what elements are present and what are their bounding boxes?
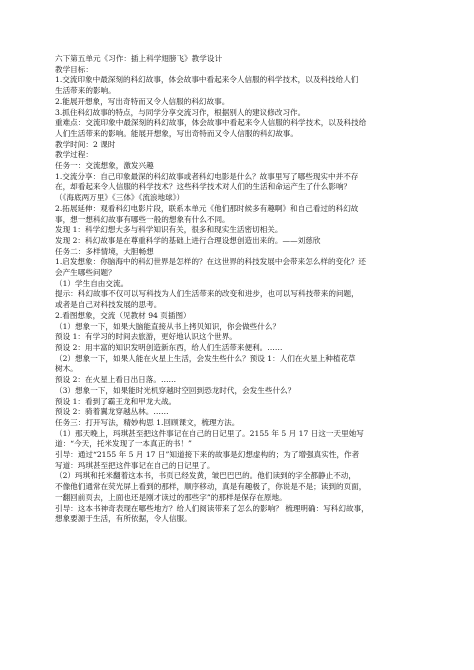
excerpt-2-cont-2: 一翻回前页去，上面也还是刚才读过的那些字”的那样是保存在原地。 — [55, 492, 287, 502]
scenario-3: （3）想象一下，如果能时光机穿越时空回到恐龙时代，会发生些什么？ — [55, 385, 296, 395]
task-1-item-1: 1.交流分享：自己印象最深的科幻故事或者科幻电影是什么？故事里写了哪些现实中并不存 — [55, 171, 359, 181]
finding-1: 发现 1：科学幻想大多与科学知识有关，很多和现实生活密切相关。 — [55, 225, 283, 235]
finding-2: 发现 2：科幻故事是在尊重科学的基础上进行合理设想创造出来的。——刘慈欣 — [55, 235, 321, 245]
objective-3: 3.抓住科幻故事的特点，与同学分享交流习作，根据别人的建议修改习作。 — [55, 107, 306, 117]
task-1-heading: 任务一：交流想象，激发兴趣 — [55, 161, 154, 171]
guide-2-cont: 想象要源于生活，有所依据，令人信服。 — [55, 514, 192, 524]
scenario-3-preset-2: 预设 2：骑着翼龙穿越丛林。…… — [55, 407, 169, 417]
section-heading-objectives: 教学目标： — [55, 64, 93, 74]
excerpt-1-cont: 道：“今天，托米发现了一本真正的书！” — [55, 439, 192, 449]
scenario-2-preset-2: 预设 2：在火星上看日出日落。…… — [55, 375, 177, 385]
objective-2: 2.能展开想象，写出奇特而又令人信服的科幻故事。 — [55, 96, 230, 106]
excerpt-2-cont-1: 不像他们通常在荧光屏上看到的那样，顺序移动，真是有趣极了，你说是不是；读到的页面， — [55, 482, 367, 492]
task-3-heading: 任务三：打开写法，精妙构思 1.回顾课文，梳理方法。 — [55, 417, 240, 427]
task-1-item-1-examples: （《海底两万里》《三体》《流浪地球》） — [55, 193, 185, 203]
objective-1-cont: 生活带来的影响。 — [55, 86, 116, 96]
scenario-1-preset-2: 预设 2：用丰富的知识发明创造新东西，给人们生活带来便利。…… — [55, 342, 283, 352]
excerpt-2: （2）玛琪和托米翻着这本书，书页已经发黄，皱巴巴巴的。他们读到的字全都静止不动， — [55, 471, 356, 481]
scenario-2: （2）想象一下，如果人能在火星上生活，会发生些什么？预设 1：人们在火星上种植花草 — [55, 353, 356, 363]
task-2-item-1-cont: 会产生哪些问题？ — [55, 268, 116, 278]
task-1-item-1-cont: 在，却看起来令人信服的科学技术？这些科学技术对人们的生活和命运产生了什么影响？ — [55, 182, 352, 192]
scenario-1: （1）想象一下，如果大脑能直接从书上拷贝知识，你会做些什么？ — [55, 321, 281, 331]
excerpt-1: （1）那天晚上，玛琪甚至把这件事记在自己的日记里了。2155 年 5 月 17 日这一天里她写 — [55, 428, 364, 438]
document-title: 六下第五单元《习作：插上科学翅膀飞》教学设计 — [55, 54, 223, 63]
guide-1-cont: 写道：玛琪甚至把这件事记在自己的日记里了。 — [55, 460, 215, 470]
task-1-item-2: 2.拓展延伸：观看科幻电影片段，联系本单元《他们那时候多有趣啊》和自己看过的科幻故 — [55, 203, 359, 213]
teaching-time: 教学时间：2 课时 — [55, 139, 116, 149]
task-2-item-1: 1.启发想象：你脑海中的科幻世界是怎样的？在这世界的科技发展中会带来怎么样的变化？还 — [55, 257, 366, 267]
task-2-item-2: 2.看图想象，交流（见教材 94 页插图） — [55, 310, 191, 320]
scenario-1-preset-1: 预设 1：有学习的时间去旅游，更好地认识这个世界。 — [55, 332, 237, 342]
task-2-hint-cont: 或者是自己对科技发展的思考。 — [55, 300, 162, 310]
task-2-hint: 提示：科幻故事不仅可以写科技为人们生活带来的改变和进步，也可以写科技带来的问题， — [55, 289, 359, 299]
task-1-item-2-cont: 事，想一想科幻故事有哪些一般的想象有什么不同。 — [55, 214, 230, 224]
guide-2: 引导：这本书神奇表现在哪些地方？给人们阅读带来了怎么的影响？ 梳理明确：写科幻故事， — [55, 503, 369, 513]
task-2-heading: 任务二：多样情境，大胆畅想 — [55, 246, 154, 256]
section-heading-process: 教学过程： — [55, 150, 93, 160]
key-points-cont: 人们生活带来的影响。能展开想象，写出奇特而又令人信服的科幻故事。 — [55, 128, 298, 138]
key-points: 重难点：交流印象中最深刻的科幻故事，体会故事中看起来令人信服的科学技术，以及科技给 — [55, 118, 367, 128]
document-body — [55, 54, 427, 525]
task-2-sub-1: （1）学生自由交流。 — [55, 278, 129, 288]
scenario-3-preset-1: 预设 1：看到了霸王龙和甲龙大战。 — [55, 396, 177, 406]
scenario-2-cont: 树木。 — [55, 364, 78, 374]
guide-1: 引导：通过“2155 年 5 月 17 日”知道接下来的故事是幻想虚构的；为了增强真实性，作者 — [55, 450, 360, 460]
objective-1: 1.交流印象中最深刻的科幻故事，体会故事中看起来令人信服的科学技术，以及科技给人们 — [55, 75, 359, 85]
